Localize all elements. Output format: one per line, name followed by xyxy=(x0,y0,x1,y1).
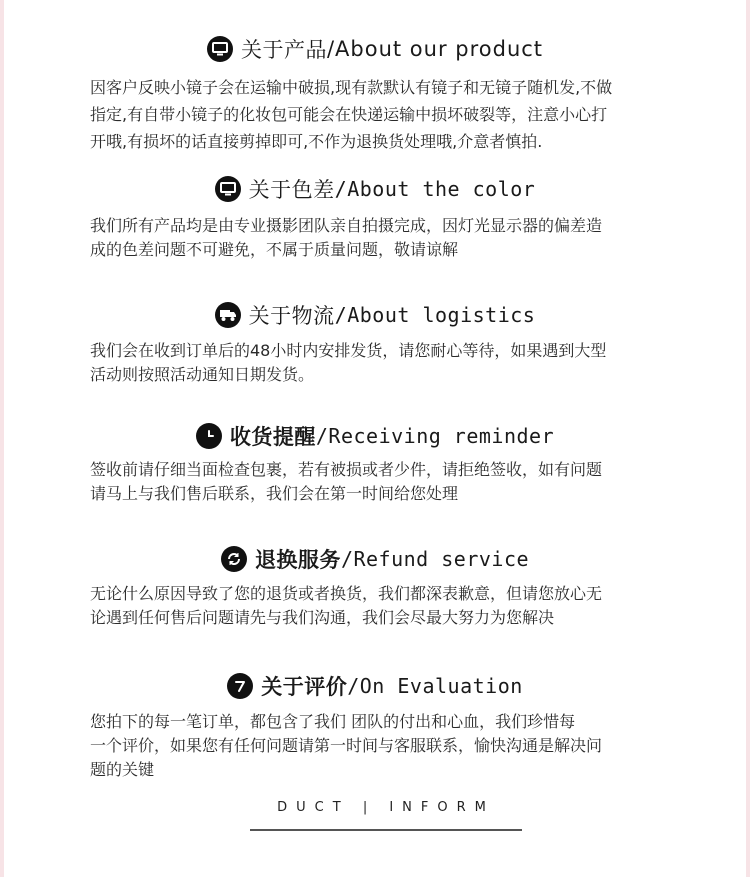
section-title-en: /Refund service xyxy=(340,547,530,571)
section-title-cn: 关于评价 xyxy=(261,675,348,699)
section-body-about-product: 因客户反映小镜子会在运输中破损,现有款默认有镜子和无镜子随机发,不做 指定,有自带小镜子的化妆包可能会在快递运输中损坏破裂等，注意小心打 开哦,有损坏的话直接剪掉即可,不作为退换货处理哦,介意者慎拍. xyxy=(90,78,613,151)
clock-icon xyxy=(196,423,222,449)
section-heading xyxy=(0,671,750,701)
section-heading xyxy=(0,34,750,64)
section-title-en: /About logistics xyxy=(334,303,536,327)
section-title-en: /On Evaluation xyxy=(347,674,523,698)
section-title-cn: 收货提醒 xyxy=(229,425,316,449)
section-heading xyxy=(0,421,750,451)
section-receiving-reminder xyxy=(0,421,750,451)
section-about-color xyxy=(0,174,750,204)
seven-icon xyxy=(227,673,253,699)
section-on-evaluation xyxy=(0,671,750,701)
section-body-about-color: 我们所有产品均是由专业摄影团队亲自拍摄完成，因灯光显示器的偏差造 成的色差问题不可避免，不属于质量问题，敬请谅解 xyxy=(90,216,603,259)
section-refund-service xyxy=(0,544,750,574)
monitor-icon xyxy=(207,36,233,62)
monitor-icon xyxy=(215,176,241,202)
section-body-on-evaluation: 您拍下的每一笔订单，都包含了我们 团队的付出和心血，我们珍惜每 一个评价，如果您有任何问题请第一时间与客服联系，愉快沟通是解决问 题的关键 xyxy=(90,712,603,779)
section-body-about-logistics: 我们会在收到订单后的48小时内安排发货，请您耐心等待，如果遇到大型 活动则按照活动通知日期发货。 xyxy=(90,341,607,384)
footer-label: DUCT | INFORM xyxy=(277,800,495,815)
refresh-icon xyxy=(221,546,247,572)
section-body-receiving-reminder: 签收前请仔细当面检查包裹，若有被损或者少件，请拒绝签收，如有问题 请马上与我们售后联系，我们会在第一时间给您处理 xyxy=(90,460,603,503)
footer-divider xyxy=(250,829,522,831)
section-body-refund-service: 无论什么原因导致了您的退货或者换货，我们都深表歉意，但请您放心无 论遇到任何售后问题请先与我们沟通，我们会尽最大努力为您解决 xyxy=(90,584,603,627)
section-heading xyxy=(0,174,750,204)
section-title-en: /Receiving reminder xyxy=(315,424,555,448)
section-title-cn: 退换服务 xyxy=(254,548,341,572)
section-about-product xyxy=(0,34,750,64)
section-title-en: /About our product xyxy=(326,37,544,61)
section-heading xyxy=(0,300,750,330)
section-heading xyxy=(0,544,750,574)
section-title-cn: 关于产品 xyxy=(240,38,327,62)
section-about-logistics xyxy=(0,300,750,330)
section-title-cn: 关于物流 xyxy=(248,304,335,328)
truck-icon xyxy=(215,302,241,328)
section-title-cn: 关于色差 xyxy=(248,178,335,202)
section-title-en: /About the color xyxy=(334,177,536,201)
